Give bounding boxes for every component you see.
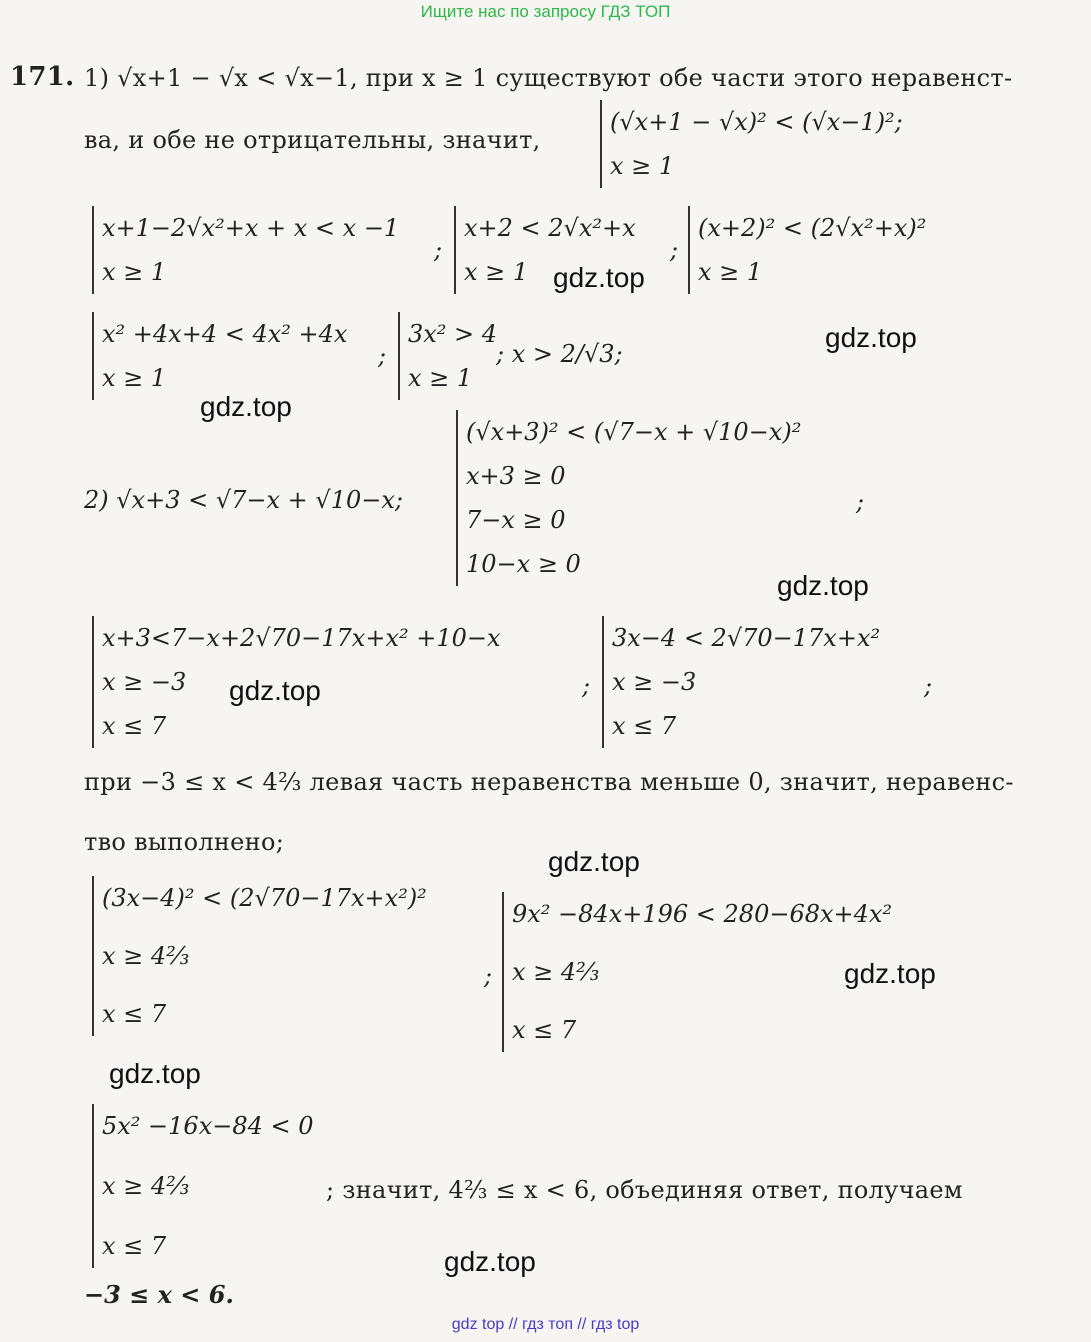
system-row: x+2 < 2√x²+x [464, 214, 636, 242]
system-row: x ≤ 7 [102, 1000, 167, 1028]
system-row: x+1−2√x²+x + x < x −1 [102, 214, 400, 242]
separator: ; [856, 488, 865, 516]
system-row: 3x² > 4 [408, 320, 498, 348]
watermark: gdz.top [553, 262, 645, 293]
watermark: gdz.top [844, 958, 936, 989]
system-10 [92, 876, 427, 1036]
part2-text2: тво выполнено; [84, 828, 285, 856]
system-row: x ≥ 1 [102, 258, 167, 286]
system-row: x+3 ≥ 0 [466, 462, 566, 490]
system-row: (x+2)² < (2√x²+x)² [698, 214, 927, 242]
system-11 [502, 892, 892, 1052]
system-row: x ≥ −3 [612, 668, 697, 696]
watermark: gdz.top [444, 1246, 536, 1277]
system-row: x ≥ 4⅔ [512, 958, 600, 986]
system-row: x² +4x+4 < 4x² +4x [102, 320, 348, 348]
part1-result: ; x > 2/√3; [496, 340, 623, 368]
system-5 [92, 312, 347, 400]
system-row: x ≤ 7 [612, 712, 677, 740]
watermark: gdz.top [200, 391, 292, 422]
separator: ; [670, 236, 679, 264]
final-answer: −3 ≤ x < 6. [84, 1280, 234, 1309]
problem-number: 171. [10, 62, 75, 92]
system-row: x ≤ 7 [102, 1232, 167, 1260]
system-row: x ≥ 4⅔ [102, 942, 190, 970]
watermark: gdz.top [825, 322, 917, 353]
system-1 [600, 100, 903, 188]
system-row: x ≥ 1 [464, 258, 529, 286]
part1-line2: ва, и обе не отрицательны, значит, [84, 126, 541, 154]
system-row: 5x² −16x−84 < 0 [102, 1112, 314, 1140]
system-row: 7−x ≥ 0 [466, 506, 566, 534]
search-banner[interactable]: Ищите нас по запросу ГДЗ ТОП [420, 2, 671, 21]
system-row: 9x² −84x+196 < 280−68x+4x² [512, 900, 893, 928]
system-row: x ≥ 1 [698, 258, 763, 286]
system-row: x ≤ 7 [512, 1016, 577, 1044]
system-row: x ≤ 7 [102, 712, 167, 740]
system-4 [688, 206, 926, 294]
watermark: gdz.top [109, 1058, 201, 1089]
system-row: (3x−4)² < (2√70−17x+x²)² [102, 884, 427, 912]
separator: ; [582, 672, 591, 700]
separator: ; [924, 672, 933, 700]
watermark: gdz.top [229, 675, 321, 706]
separator: ; [378, 342, 387, 370]
system-row: (√x+3)² < (√7−x + √10−x)² [466, 418, 802, 446]
system-row: x ≥ 1 [408, 364, 473, 392]
footer-links[interactable]: gdz top // гдз топ // гдз top [451, 1316, 640, 1333]
separator: ; [484, 962, 493, 990]
separator: ; [434, 236, 443, 264]
system-6 [398, 312, 497, 400]
watermark: gdz.top [548, 846, 640, 877]
part2-text3: ; значит, 4⅔ ≤ x < 6, объединяя ответ, получаем [326, 1176, 963, 1204]
watermark: gdz.top [777, 570, 869, 601]
system-row: x ≥ 4⅔ [102, 1172, 190, 1200]
part2-text1: при −3 ≤ x < 4⅔ левая часть неравенства меньше 0, значит, неравенс- [84, 768, 1014, 796]
system-2 [92, 206, 399, 294]
system-row: (√x+1 − √x)² < (√x−1)²; [610, 108, 903, 136]
system-row: x ≥ 1 [102, 364, 167, 392]
system-row: x ≥ −3 [102, 668, 187, 696]
part1-line1: 1) √x+1 − √x < √x−1, при x ≥ 1 существуют обе части этого неравенст- [84, 64, 1013, 92]
system-row: 3x−4 < 2√70−17x+x² [612, 624, 881, 652]
system-row: x+3<7−x+2√70−17x+x² +10−x [102, 624, 501, 652]
system-9 [602, 616, 880, 748]
part2-label: 2) √x+3 < √7−x + √10−x; [84, 486, 403, 514]
system-row: x ≥ 1 [610, 152, 675, 180]
system-row: 10−x ≥ 0 [466, 550, 581, 578]
system-7 [456, 410, 801, 586]
system-12 [92, 1104, 314, 1268]
